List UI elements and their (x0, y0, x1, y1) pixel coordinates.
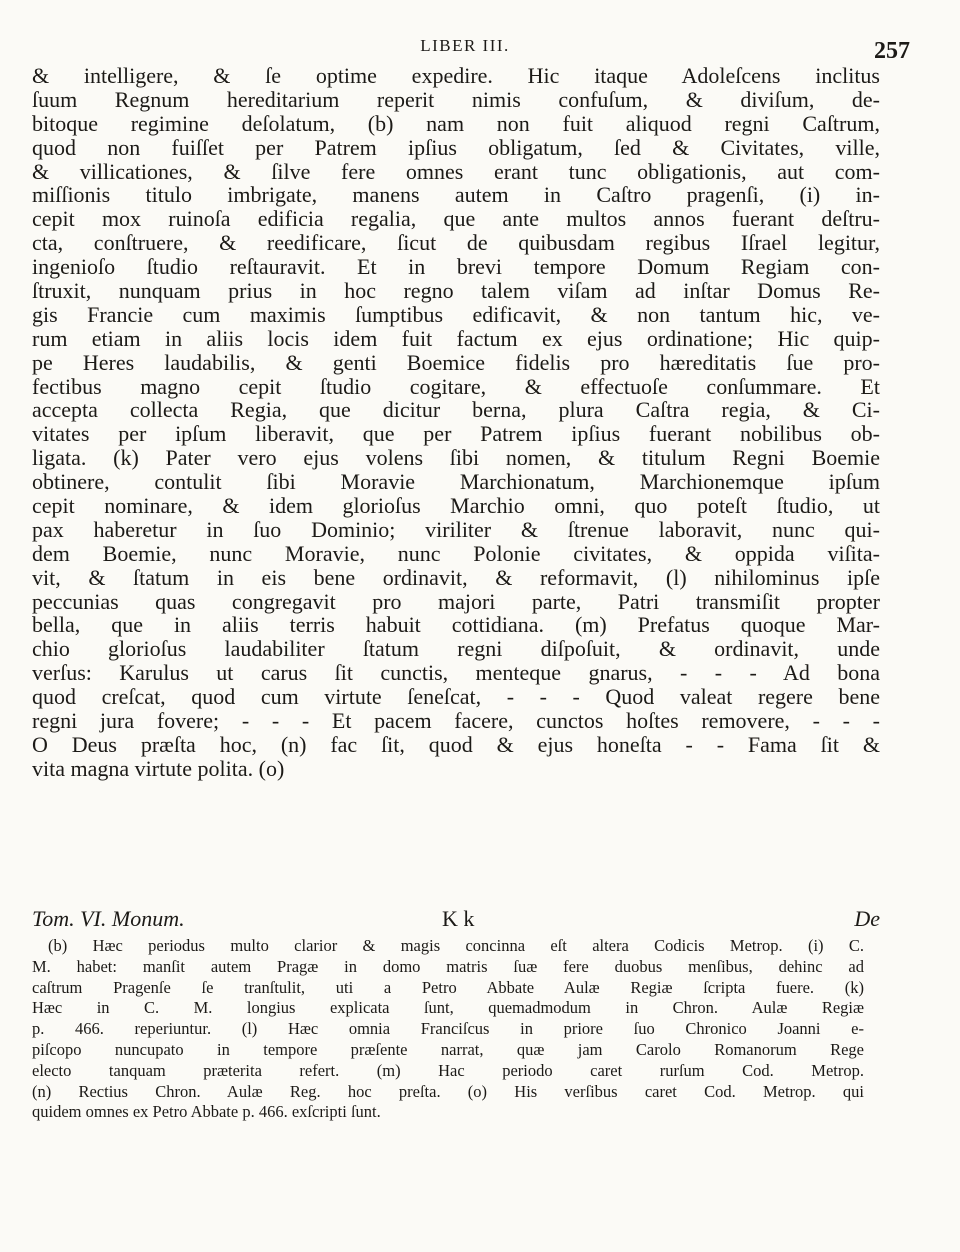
text-line: rum etiam in aliis locis idem fuit factum ex ejus ordinatione; Hic quip- (32, 325, 880, 351)
catchword: De (854, 906, 880, 931)
text-line: pax haberetur in ſuo Dominio; viriliter & ſtrenue laboravit, nunc qui- (32, 516, 880, 542)
text-line: vit, & ſtatum in eis bene ordinavit, & reformavit, (l) nihilominus ipſe (32, 564, 880, 590)
text-line: ſtruxit, nunquam prius in hoc regno talem viſam ad inſtar Domus Re- (32, 278, 880, 304)
text-line: vita magna virtute polita. (o) (32, 755, 285, 781)
footnote-line: M. habet: manſit autem Pragæ in domo matris ſuæ fere duobus menſibus, dehinc ad (32, 956, 864, 976)
text-line: & villicationes, & ſilve fere omnes erant tunc obligationis, aut com- (32, 158, 880, 184)
footnote-line: (b) Hæc periodus multo clarior & magis concinna eſt altera Codicis Metrop. (i) C. (48, 936, 864, 955)
text-line: chio glorioſus laudabiliter ſtatum regni diſpoſuit, & ordinavit, unde (32, 636, 880, 662)
page-number: 257 (874, 38, 910, 64)
text-line: peccunias quas congregavit pro majori parte, Patri transmiſit propter (32, 588, 880, 614)
footnote-line: Hæc in C. M. longius explicata ſunt, quemadmodum in Chron. Aulæ Regiæ (32, 998, 864, 1018)
text-line: obtinere, contulit ſibi Moravie Marchionatum, Marchionemque ipſum (32, 469, 880, 495)
volume-signature: Tom. VI. Monum. (32, 906, 185, 931)
footnotes-block (32, 936, 864, 1123)
text-line: bella, que in aliis terris habuit cottidiana. (m) Prefatus quoque Mar- (32, 612, 880, 638)
text-line: pe Heres laudabilis, & genti Boemice fidelis pro hæreditatis ſue pro- (32, 349, 880, 375)
gathering-signature: K k (442, 906, 475, 931)
text-line: dem Boemie, nunc Moravie, nunc Polonie civitates, & oppida viſita- (32, 540, 880, 566)
text-line: gis Francie cum maximis ſumptibus edificavit, & non tantum hic, ve- (32, 301, 880, 327)
footnote-line: (n) Rectius Chron. Aulæ Reg. hoc preſta. (o) His verſibus caret Cod. Metrop. qui (32, 1081, 864, 1101)
footnote-line: piſcopo nuncupato in tempore præſente narrat, quæ jam Carolo Romanorum Rege (32, 1039, 864, 1059)
text-line: ligata. (k) Pater vero ejus volens ſibi nomen, & titulum Regni Boemie (32, 445, 880, 471)
text-line: cepit nominare, & idem glorioſus Marchio omni, quo poteſt ſtudio, ut (32, 493, 880, 519)
text-line: ingenioſo ſtudio reſtauravit. Et in brevi tempore Domum Regiam con- (32, 254, 880, 280)
text-line: regni jura fovere; - - - Et pacem facere, cunctos hoſtes removere, - - - (32, 708, 880, 734)
text-line: cepit mox ruinoſa edificia regalia, que ante multos annos fuerant deſtru- (32, 206, 880, 232)
text-line: O Deus præſta hoc, (n) fac ſit, quod & ejus honeſta - - Fama ſit & (32, 731, 880, 757)
text-line: bitoque regimine deſolatum, (b) nam non fuit aliquod regni Caſtrum, (32, 110, 880, 136)
footnote-line: p. 466. reperiuntur. (l) Hæc omnia Franciſcus in priore ſuo Chronico Joanni e- (32, 1019, 864, 1039)
text-line: accepta collecta Regia, que dicitur berna, plura Caſtra regia, & Ci- (32, 397, 880, 423)
main-text-block (32, 64, 880, 781)
footnote-line: quidem omnes ex Petro Abbate p. 466. exſcripti ſunt. (32, 1102, 381, 1122)
signature-line (32, 906, 880, 934)
text-line: & intelligere, & ſe optime expedire. Hic itaque Adoleſcens inclitus (32, 63, 880, 88)
text-line: verſus: Karulus ut carus ſit cunctis, menteque gnarus, - - - Ad bona (32, 660, 880, 686)
text-line: vitates per ipſum liberavit, que per Patrem ipſius fuerant nobilibus ob- (32, 421, 880, 447)
text-line: quod non fuiſſet per Patrem ipſius obligatum, ſed & Civitates, ville, (32, 134, 880, 160)
footnote-line: caſtrum Pragenſe ſe tranſtulit, uti a Petro Abbate Aulæ Regiæ ſcripta fuere. (k) (32, 977, 864, 997)
running-head (30, 34, 910, 64)
text-line: fectibus magno cepit ſtudio cogitare, & effectuoſe conſummare. Et (32, 373, 880, 399)
text-line: cta, conſtruere, & reedificare, ſicut de quibusdam regibus Iſrael legitur, (32, 230, 880, 256)
running-title: LIBER III. (420, 36, 510, 55)
text-line: miſſionis titulo imbrigate, manens autem in Caſtro pragenſi, (i) in- (32, 182, 880, 208)
footnote-line: electo tanquam præterita refert. (m) Hac periodo caret rurſum Cod. Metrop. (32, 1060, 864, 1080)
text-line: quod creſcat, quod cum virtute ſeneſcat, - - - Quod valeat regere bene (32, 684, 880, 710)
text-line: ſuum Regnum hereditarium reperit nimis confuſum, & diviſum, de- (32, 86, 880, 112)
